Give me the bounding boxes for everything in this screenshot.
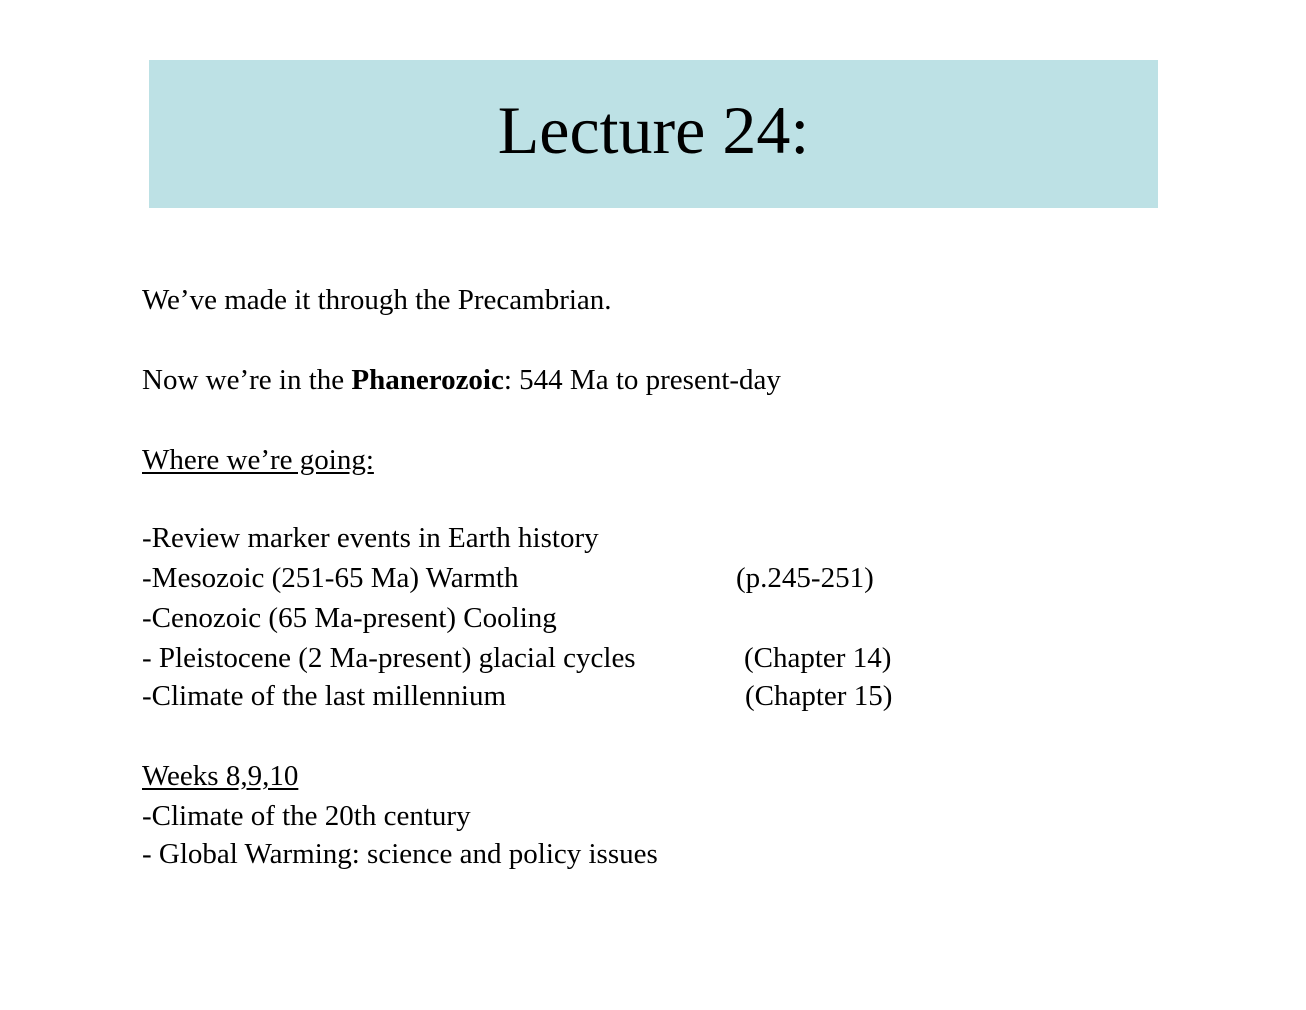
list-item: -Review marker events in Earth history (142, 522, 599, 554)
section-heading-where-going: Where we’re going: (142, 444, 374, 476)
list-item-reference: (Chapter 14) (744, 642, 892, 674)
section-heading-weeks: Weeks 8,9,10 (142, 760, 299, 792)
phanerozoic-line (142, 366, 781, 395)
list-item: - Pleistocene (2 Ma-present) glacial cycles (142, 642, 636, 674)
title-banner (149, 60, 1158, 208)
list-item: - Global Warming: science and policy issues (142, 838, 658, 870)
phanerozoic-suffix: : 544 Ma to present-day (503, 364, 781, 396)
list-item-reference: (Chapter 15) (745, 680, 893, 712)
slide-title: Lecture 24: (497, 92, 810, 168)
intro-line: We’ve made it through the Precambrian. (142, 284, 612, 316)
phanerozoic-prefix: Now we’re in the (142, 364, 352, 396)
list-item: -Mesozoic (251-65 Ma) Warmth (142, 562, 519, 594)
list-item-reference: (p.245-251) (736, 562, 874, 594)
list-item: -Climate of the 20th century (142, 800, 471, 832)
list-item: -Climate of the last millennium (142, 680, 507, 712)
phanerozoic-term: Phanerozoic (351, 364, 504, 396)
list-item: -Cenozoic (65 Ma-present) Cooling (142, 602, 557, 634)
